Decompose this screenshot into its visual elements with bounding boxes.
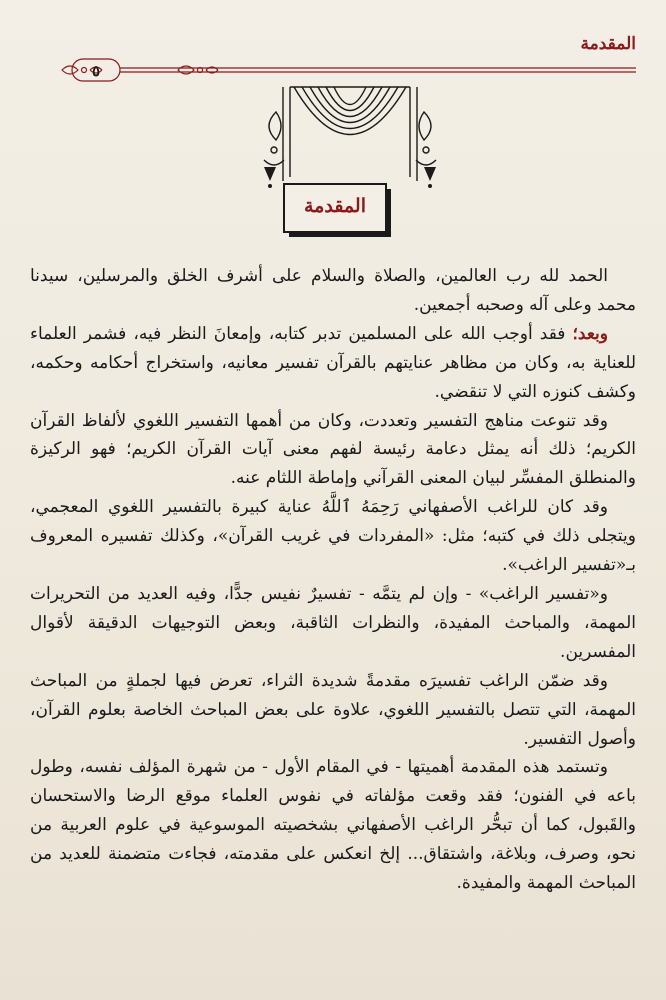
paragraph: وقد تنوعت مناهج التفسير وتعددت، وكان من أهمها التفسير اللغوي لألفاظ القرآن الكريم؛ ذلك أنه يمثل دعامة رئيسة لفهم معنى آيات القرآن الكريم؛ فهو الركيزة والمنطلق المفسِّر لبيان المعنى القرآني وإماطة اللثام عنه. bbox=[30, 410, 636, 489]
running-title: المقدمة bbox=[580, 34, 636, 54]
chapter-title-box bbox=[283, 183, 387, 233]
title-box-shadow-side bbox=[387, 189, 391, 237]
paragraph: وقد ضمّن الراغب تفسيرَه مقدمةً شديدة الثراء، تعرض فيها لجملةٍ من المباحث المهمة، التي تتصل بالتفسير اللغوي، علاوة على بعض المباحث الخاصة بعلوم القرآن، وأصول التفسير. bbox=[30, 670, 636, 749]
page-number: ٥ bbox=[91, 62, 101, 80]
body-text bbox=[30, 262, 636, 898]
paragraph-lead: وبعد؛ bbox=[572, 323, 608, 344]
title-box-shadow bbox=[289, 233, 391, 237]
header-rule bbox=[60, 58, 636, 84]
paragraph: وقد كان للراغب الأصفهاني رَحِمَهُ ٱللَّهُ عناية كبيرة بالتفسير اللغوي المعجمي، ويتجلى ذلك في كتبه؛ مثل: «المفردات في غريب القرآن»، وكذلك تفسيره المعروف بـ«تفسير الراغب». bbox=[30, 497, 636, 576]
header-rule-ornament-icon bbox=[60, 58, 636, 84]
chapter-title: المقدمة bbox=[303, 195, 366, 217]
paragraph: و«تفسير الراغب» - وإن لم يتمَّه - تفسيرٌ نفيس جدًّا، وفيه العديد من التحريرات المهمة، والمباحث المفيدة، والنظرات الثاقبة، وبعض التوجيهات الدقيقة لأقوال المفسرين. bbox=[30, 583, 636, 662]
paragraph: وبعد؛ فقد أوجب الله على المسلمين تدبر كتابه، وإمعانَ النظر فيه، فشمر العلماء للعناية به، وكان من مظاهر عنايتهم بالقرآن تفسير معانيه، واستخراج أحكامه وحكمه، وكشف كنوزه التي لا تنقضي. bbox=[30, 323, 636, 402]
paragraph: وتستمد هذه المقدمة أهميتها - في المقام الأول - من شهرة المؤلف نفسه، وطول باعه في الفنون؛ فقد وقعت مؤلفاته في نفوس العلماء موقع الرضا والاستحسان والقَبول، كما أن تبحُّر الراغب الأصفهاني بشخصيته الموسوعية في علوم العربية من نحو، وصرف، وبلاغة، واشتقاق... إلخ انعكس على مقدمته، فجاءت متضمنة للعديد من المباحث المهمة والمفيدة. bbox=[30, 757, 636, 894]
paragraph: الحمد لله رب العالمين، والصلاة والسلام على أشرف الخلق والمرسلين، سيدنا محمد وعلى آله وصحبه أجمعين. bbox=[30, 266, 636, 315]
